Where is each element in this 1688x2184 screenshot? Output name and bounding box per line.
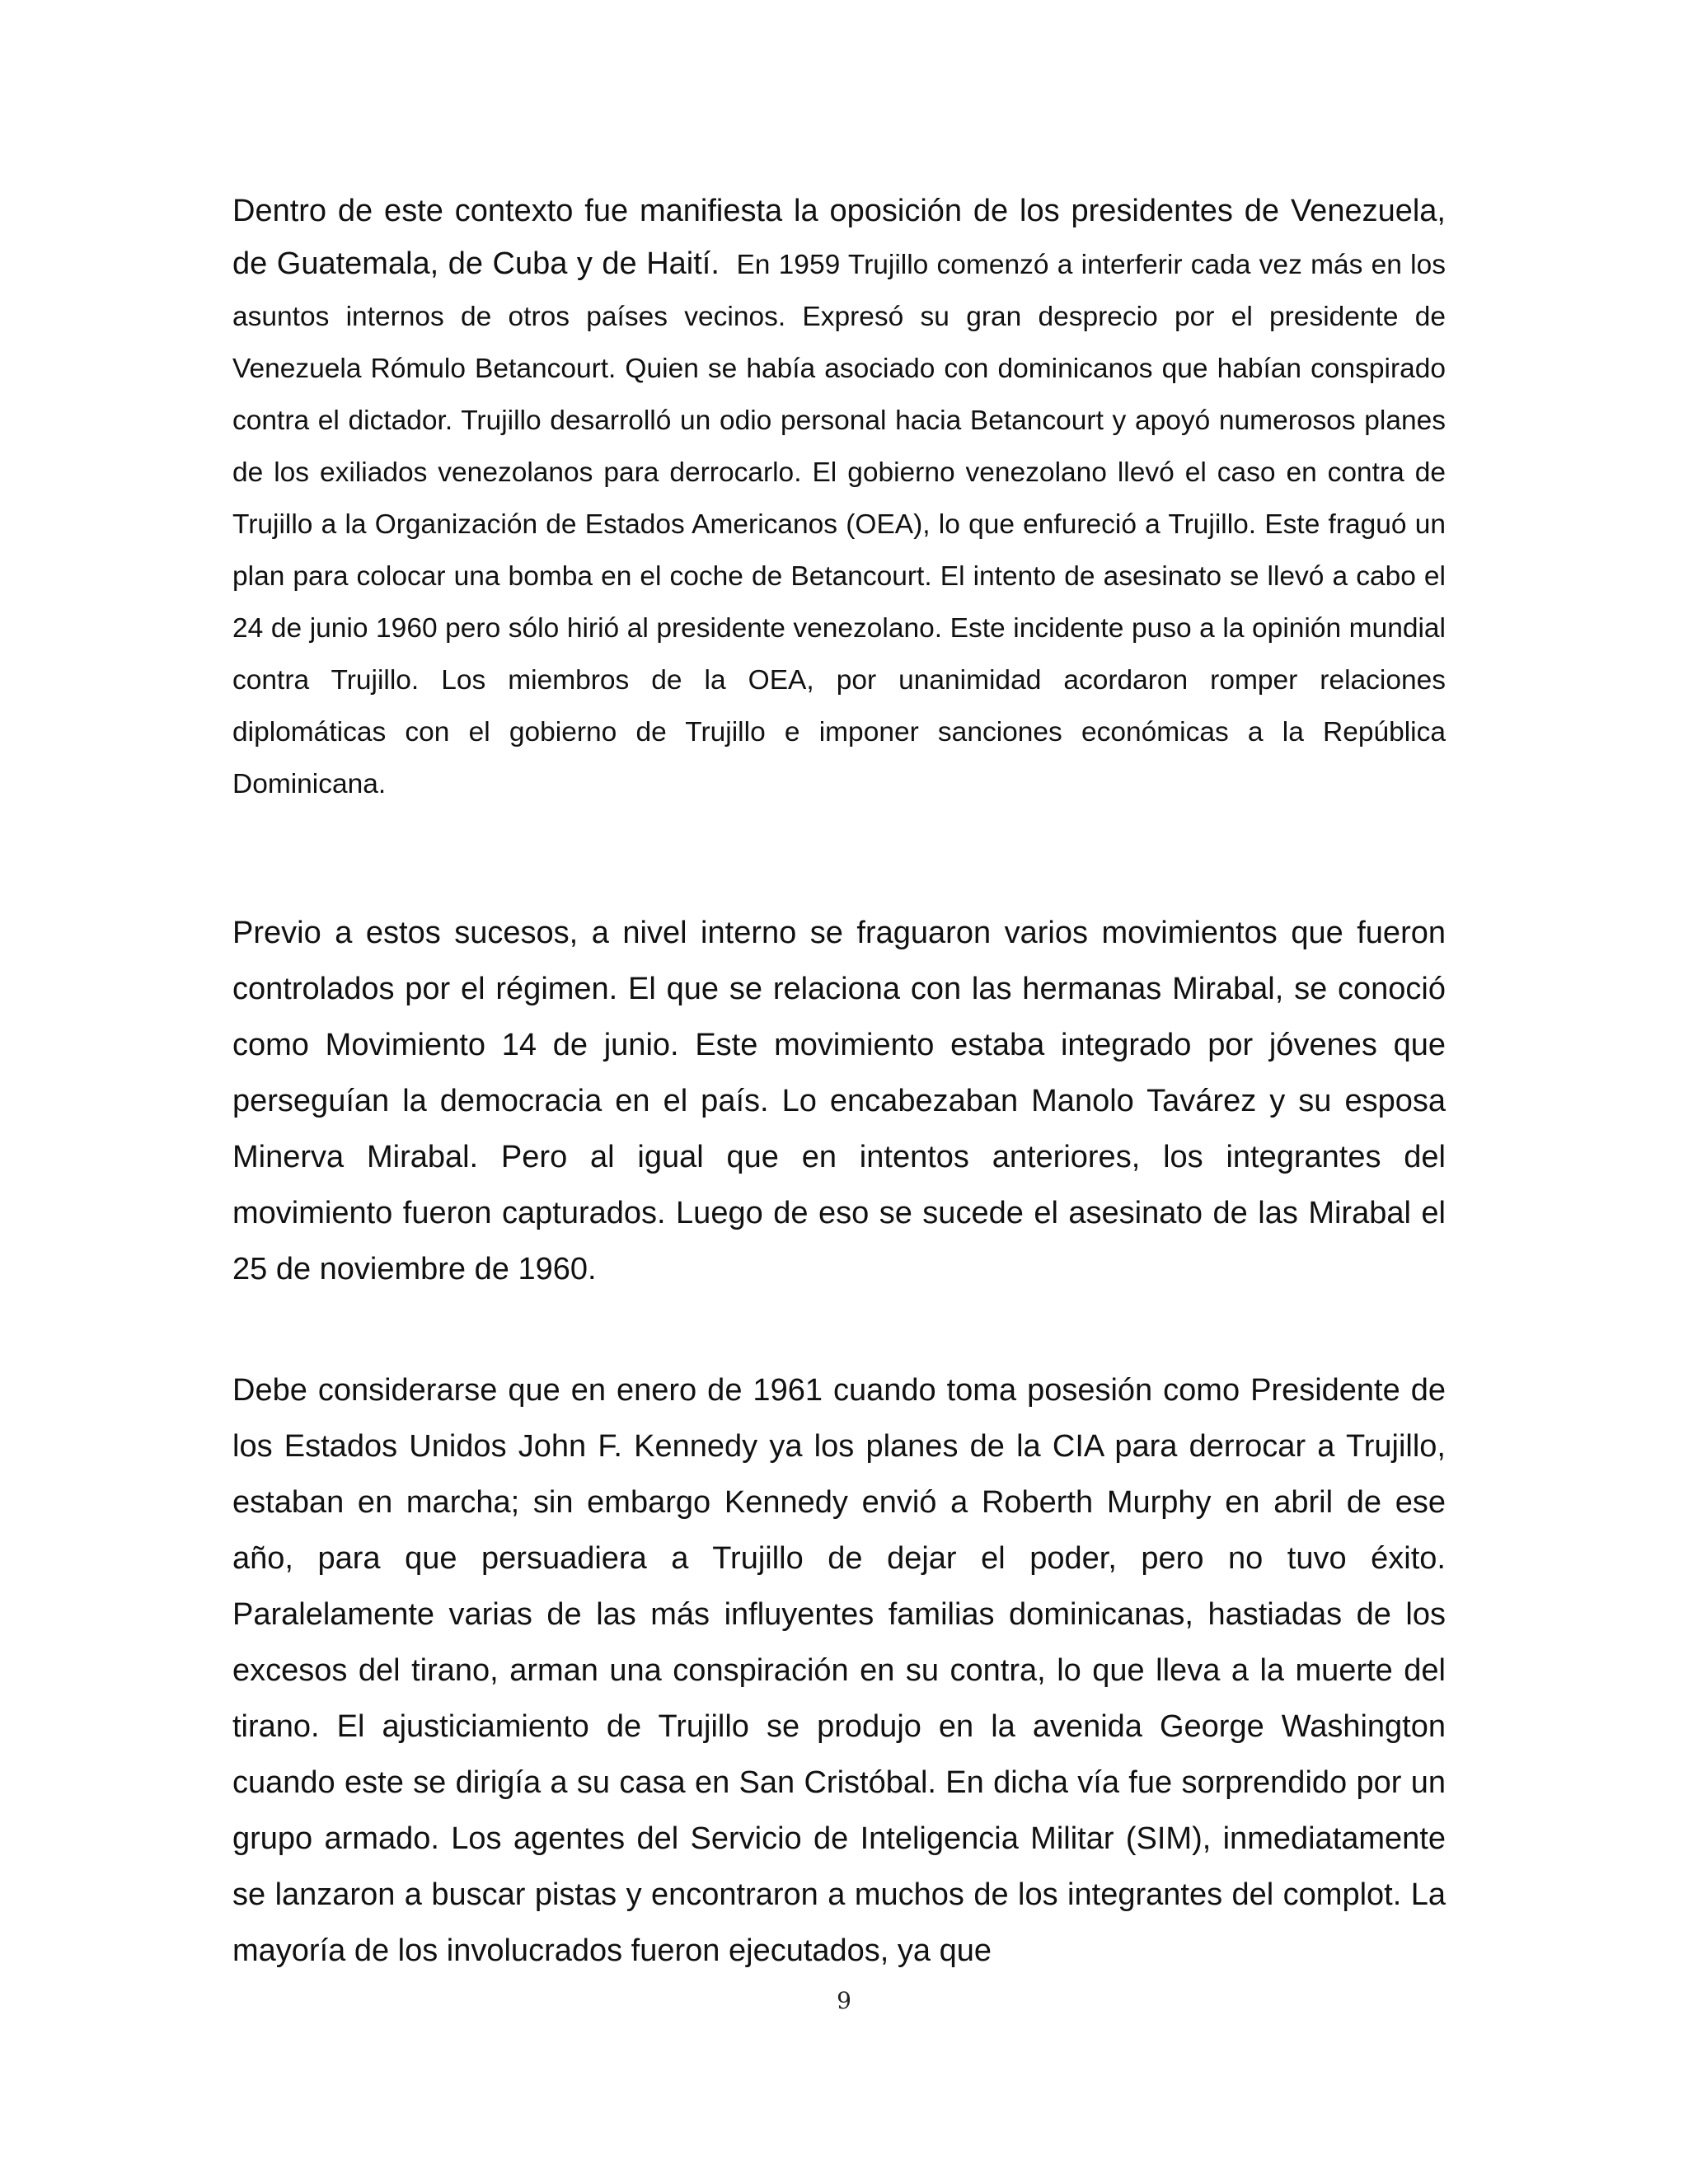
paragraph-lead-sentence: Dentro de este contexto fue manifiesta la oposición de los presidentes de Venezuela, de Guatemala, de Cuba y de Haití. bbox=[232, 194, 1446, 281]
page-number: 9 bbox=[837, 1987, 851, 2014]
paragraph-ajusticiamiento: Debe considerarse que en enero de 1961 cuando toma posesión como Presidente de los Estados Unidos John F. Kennedy ya los planes de la CIA para derrocar a Trujillo, estaban en marcha; sin embargo Kennedy envió a Roberth Murphy en abril de ese año, para que persuadiera a Trujillo de dejar el poder, pero no tuvo éxito. Paralelamente varias de las más influyentes familias dominicanas, hastiadas de los excesos del tirano, arman una conspiración en su contra, lo que lleva a la muerte del tirano. El ajusticiamiento de Trujillo se produjo en la avenida George Washington cuando este se dirigía a su casa en San Cristóbal. En dicha vía fue sorprendido por un grupo armado. Los agentes del Servicio de Inteligencia Militar (SIM), inmediatamente se lanzaron a buscar pistas y encontraron a muchos de los integrantes del complot. La mayoría de los involucrados fueron ejecutados, ya que bbox=[232, 1373, 1446, 1968]
paragraph-opposition bbox=[232, 185, 1446, 810]
paragraph-body-text: En 1959 Trujillo comenzó a interferir cada vez más en los asuntos internos de otros países vecinos. Expresó su gran desprecio por el presidente de Venezuela Rómulo Betancourt. Quien se había asociado con dominicanos que habían conspirado contra el dictador. Trujillo desarrolló un odio personal hacia Betancourt y apoyó numerosos planes de los exiliados venezolanos para derrocarlo. El gobierno venezolano llevó el caso en contra de Trujillo a la Organización de Estados Americanos (OEA), lo que enfureció a Trujillo. Este fraguó un plan para colocar una bomba en el coche de Betancourt. El intento de asesinato se llevó a cabo el 24 de junio 1960 pero sólo hirió al presidente venezolano. Este incidente puso a la opinión mundial contra Trujillo. Los miembros de la OEA, por unanimidad acordaron romper relaciones diplomáticas con el gobierno de Trujillo e imponer sanciones económicas a la República Dominicana. bbox=[232, 250, 1446, 799]
paragraph-movimiento-14-junio: Previo a estos sucesos, a nivel interno se fraguaron varios movimientos que fueron controlados por el régimen. El que se relaciona con las hermanas Mirabal, se conoció como Movimiento 14 de junio. Este movimiento estaba integrado por jóvenes que perseguían la democracia en el país. Lo encabezaban Manolo Tavárez y su esposa Minerva Mirabal. Pero al igual que en intentos anteriores, los integrantes del movimiento fueron capturados. Luego de eso se sucede el asesinato de las Mirabal el 25 de noviembre de 1960. bbox=[232, 916, 1446, 1286]
